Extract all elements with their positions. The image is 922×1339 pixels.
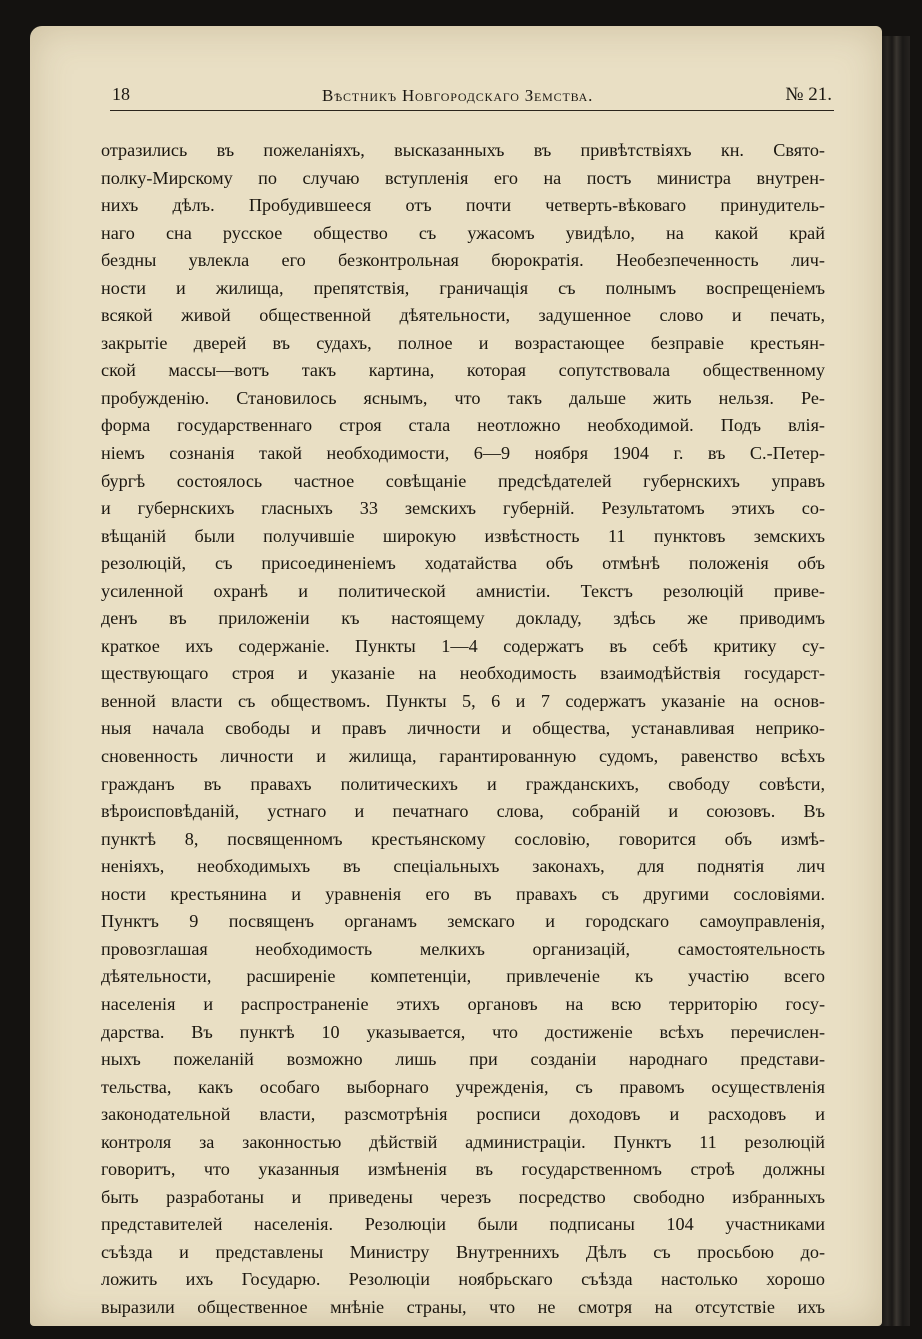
text-line: бургѣ состоялось частное совѣщаніе предсѣдателей губернскихъ управъ: [101, 470, 825, 491]
text-line: съѣзда и представлены Министру Внутреннихъ Дѣлъ съ просьбою до-: [101, 1241, 825, 1262]
text-line: пунктѣ 8, посвященномъ крестьянскому сословію, говорится объ измѣ-: [101, 828, 825, 849]
text-line: ности крестьянина и уравненія его въ правахъ съ другими сословіями.: [101, 883, 825, 904]
text-line: и губернскихъ гласныхъ 33 земскихъ губерній. Результатомъ этихъ со-: [101, 498, 825, 519]
text-line: всякой живой общественной дѣятельности, задушенное слово и печать,: [101, 305, 825, 326]
text-line: форма государственнаго строя стала неотложно необходимой. Подъ влія-: [101, 415, 825, 436]
text-line: резолюцій, съ присоединеніемъ ходатайства объ отмѣнѣ положенія объ: [101, 553, 825, 574]
page-number: 18: [112, 84, 130, 104]
text-line: тельства, какъ особаго выборнаго учрежденія, съ правомъ осуществленія: [101, 1076, 825, 1097]
text-line: ныхъ пожеланій возможно лишь при созданіи народнаго представи-: [101, 1049, 825, 1070]
text-line: сновенность личности и жилища, гарантированную судомъ, равенство всѣхъ: [101, 746, 825, 767]
text-line: пробужденію. Становилось яснымъ, что такъ дальше жить нельзя. Ре-: [101, 387, 825, 408]
text-line: наго сна русское общество съ ужасомъ увидѣло, на какой край: [101, 222, 825, 243]
running-title: Вѣстникъ Новгородскаго Земства.: [322, 86, 594, 105]
text-line: краткое ихъ содержаніе. Пункты 1—4 содержатъ въ себѣ критику су-: [101, 635, 825, 656]
text-line: неніяхъ, необходимыхъ въ спеціальныхъ законахъ, для поднятія лич: [101, 856, 825, 877]
text-line: ской массы—вотъ такъ картина, которая сопутствовала общественному: [101, 360, 825, 381]
text-line: нихъ дѣлъ. Пробудившееся отъ почти четверть-вѣковаго принудитель-: [101, 195, 825, 216]
page-header: [112, 84, 832, 116]
text-line: ности и жилища, препятствія, граничащія съ полнымъ воспрещеніемъ: [101, 277, 825, 298]
text-line: населенія и распространеніе этихъ органовъ на всю территорію госу-: [101, 993, 825, 1014]
text-line: контроля за законностью дѣйствій администраціи. Пунктъ 11 резолюцій: [101, 1131, 825, 1152]
text-line: ныя начала свободы и правъ личности и общества, устанавливая неприко-: [101, 718, 825, 739]
text-line: полку-Мирскому по случаю вступленія его на постъ министра внутрен-: [101, 167, 825, 188]
text-line: усиленной охранѣ и политической амнистіи. Текстъ резолюцій приве-: [101, 580, 825, 601]
text-line: бездны увлекла его безконтрольная бюрократія. Необезпеченность лич-: [101, 250, 825, 271]
text-line: ніемъ сознанія такой необходимости, 6—9 ноября 1904 г. въ С.-Петер-: [101, 443, 825, 464]
text-line: отразились въ пожеланіяхъ, высказанныхъ въ привѣтствіяхъ кн. Свято-: [101, 140, 825, 160]
text-line: гражданъ въ правахъ политическихъ и гражданскихъ, свободу совѣсти,: [101, 773, 825, 794]
text-line: вѣщаній были получившіе широкую извѣстность 11 пунктовъ земскихъ: [101, 525, 825, 546]
issue-number: № 21.: [785, 84, 832, 105]
text-line: говоритъ, что указанныя измѣненія въ государственномъ строѣ должны: [101, 1159, 825, 1180]
text-line: законодательной власти, разсмотрѣнія росписи доходовъ и расходовъ и: [101, 1104, 825, 1125]
text-line: дѣятельности, расширеніе компетенціи, привлеченіе къ участію всего: [101, 966, 825, 987]
text-line: выразили общественное мнѣніе страны, что не смотря на отсутствіе ихъ: [101, 1296, 825, 1317]
text-line: денъ въ приложеніи къ настоящему докладу, здѣсь же приводимъ: [101, 608, 825, 629]
text-line: закрытіе дверей въ судахъ, полное и возрастающее безправіе крестьян-: [101, 332, 825, 353]
text-line: венной власти съ обществомъ. Пункты 5, 6 и 7 содержатъ указаніе на основ-: [101, 690, 825, 711]
text-line: быть разработаны и приведены черезъ посредство свободно избранныхъ: [101, 1186, 825, 1207]
text-line: дарства. Въ пунктѣ 10 указывается, что достиженіе всѣхъ перечислен-: [101, 1021, 825, 1042]
text-line: вѣроисповѣданій, устнаго и печатнаго слова, собраній и союзовъ. Въ: [101, 801, 825, 822]
text-line: ществующаго строя и указаніе на необходимость взаимодѣйствія государст-: [101, 663, 825, 684]
text-line: Пунктъ 9 посвященъ органамъ земскаго и городскаго самоуправленія,: [101, 911, 825, 932]
text-line: ложить ихъ Государю. Резолюціи ноябрьскаго съѣзда настолько хорошо: [101, 1269, 825, 1290]
header-rule: [110, 110, 834, 111]
body-text: [101, 137, 825, 1322]
text-line: провозглашая необходимость мелкихъ организацій, самостоятельность: [101, 938, 825, 959]
text-line: представителей населенія. Резолюціи были подписаны 104 участниками: [101, 1214, 825, 1235]
adjacent-page-edge: [880, 36, 910, 1326]
